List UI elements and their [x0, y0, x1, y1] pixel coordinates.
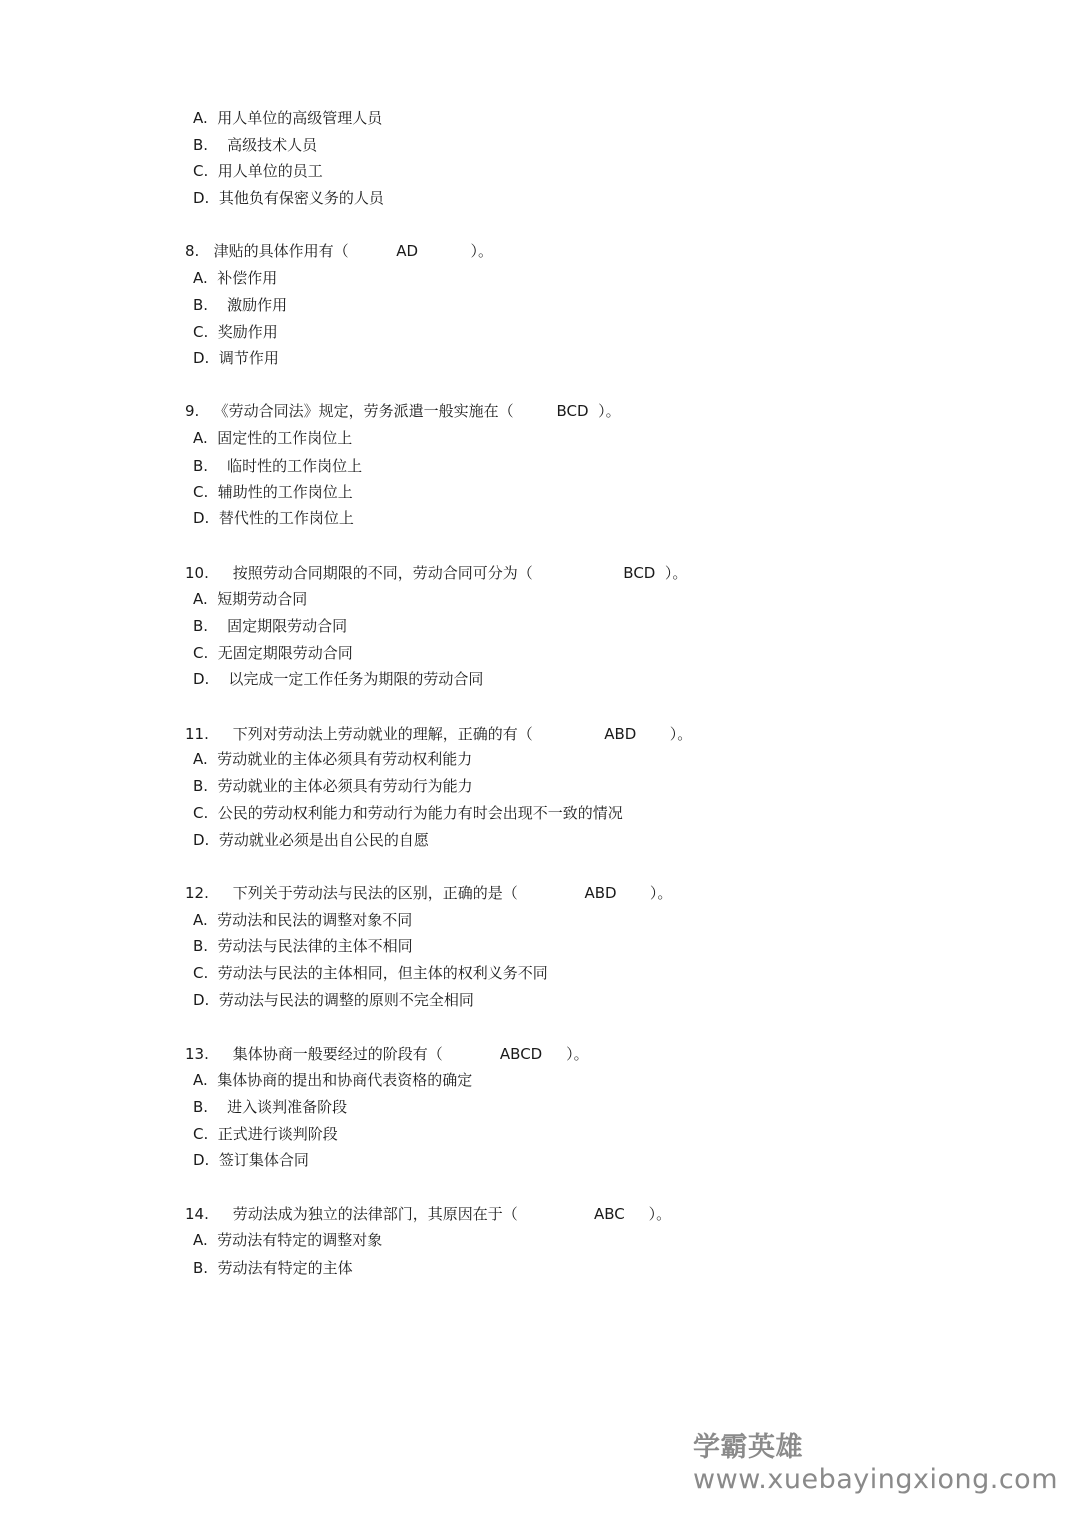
question-line: 12. 下列关于劳动法与民法的区别，正确的是（ ABD ）。 [185, 884, 673, 902]
option-line: D. 劳动就业必须是出自公民的自愿 [193, 831, 429, 849]
question-line: 8. 津贴的具体作用有（ AD ）。 [185, 242, 494, 260]
option-line: D. 调节作用 [193, 349, 279, 367]
option-line: A. 短期劳动合同 [193, 590, 308, 608]
option-line: B. 固定期限劳动合同 [193, 617, 348, 635]
watermark-url: www.xuebayingxiong.com [693, 1464, 1058, 1495]
option-line: C. 用人单位的员工 [193, 162, 323, 180]
option-line: C. 劳动法与民法的主体相同，但主体的权利义务不同 [193, 964, 548, 982]
option-line: B. 临时性的工作岗位上 [193, 457, 363, 475]
option-line: B. 劳动法有特定的主体 [193, 1259, 353, 1277]
option-line: D. 以完成一定工作任务为期限的劳动合同 [193, 670, 484, 688]
question-line: 11. 下列对劳动法上劳动就业的理解，正确的有（ ABD ）。 [185, 725, 693, 743]
option-line: D. 签订集体合同 [193, 1151, 309, 1169]
option-line: C. 公民的劳动权利能力和劳动行为能力有时会出现不一致的情况 [193, 804, 623, 822]
option-line: D. 替代性的工作岗位上 [193, 509, 354, 527]
question-line: 10. 按照劳动合同期限的不同，劳动合同可分为（ BCD ）。 [185, 564, 688, 582]
option-line: A. 劳动法和民法的调整对象不同 [193, 911, 413, 929]
option-line: A. 用人单位的高级管理人员 [193, 109, 383, 127]
question-line: 9. 《劳动合同法》规定，劳务派遣一般实施在（ BCD ）。 [185, 402, 621, 420]
question-line: 13. 集体协商一般要经过的阶段有（ ABCD ）。 [185, 1045, 589, 1063]
option-line: B. 高级技术人员 [193, 136, 318, 154]
option-line: A. 固定性的工作岗位上 [193, 429, 353, 447]
option-line: B. 进入谈判准备阶段 [193, 1098, 348, 1116]
option-line: C. 辅助性的工作岗位上 [193, 483, 353, 501]
option-line: A. 劳动就业的主体必须具有劳动权利能力 [193, 750, 473, 768]
option-line: A. 集体协商的提出和协商代表资格的确定 [193, 1071, 473, 1089]
option-line: C. 正式进行谈判阶段 [193, 1125, 338, 1143]
option-line: C. 无固定期限劳动合同 [193, 644, 353, 662]
option-line: D. 其他负有保密义务的人员 [193, 189, 384, 207]
option-line: D. 劳动法与民法的调整的原则不完全相同 [193, 991, 474, 1009]
option-line: A. 劳动法有特定的调整对象 [193, 1231, 383, 1249]
watermark [657, 1394, 1058, 1526]
option-line: B. 劳动法与民法律的主体不相同 [193, 937, 413, 955]
option-line: A. 补偿作用 [193, 269, 278, 287]
question-line: 14. 劳动法成为独立的法律部门，其原因在于（ ABC ）。 [185, 1205, 672, 1223]
option-line: B. 劳动就业的主体必须具有劳动行为能力 [193, 777, 473, 795]
watermark-brand: 学霸英雄 [693, 1432, 804, 1463]
option-line: B. 激励作用 [193, 296, 288, 314]
option-line: C. 奖励作用 [193, 323, 278, 341]
